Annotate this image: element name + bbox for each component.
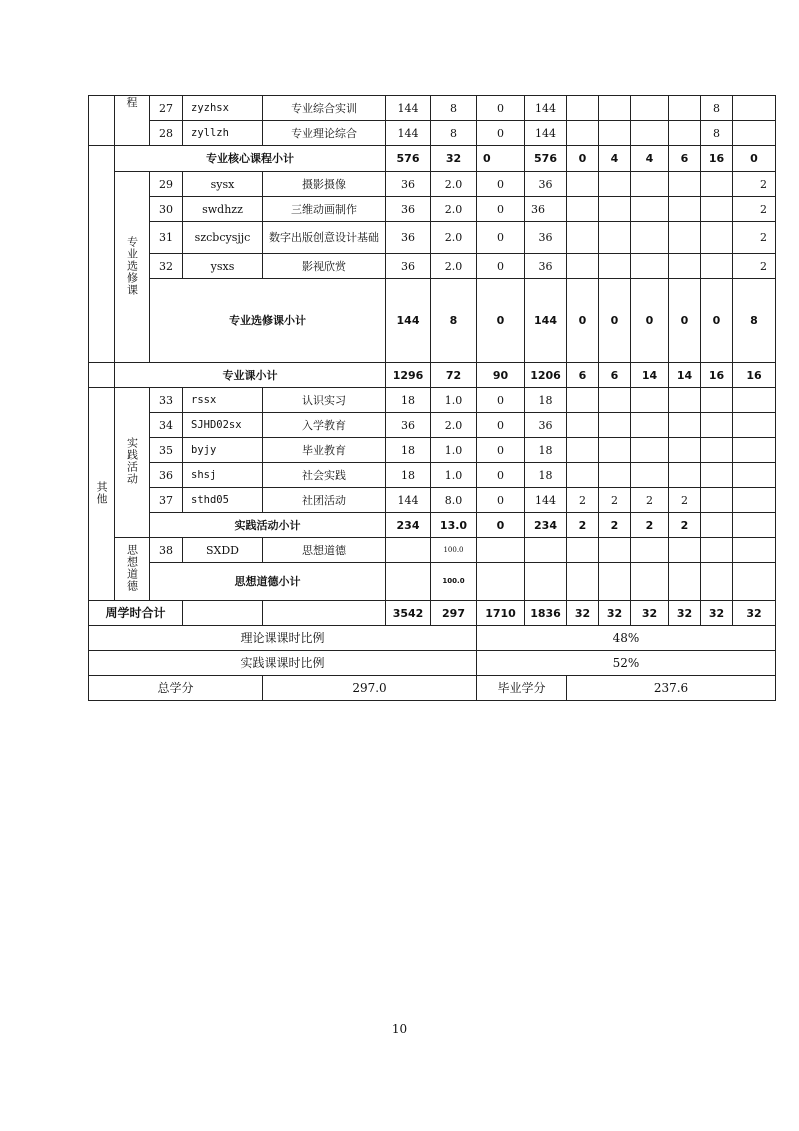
course-code: rssx (183, 388, 263, 413)
hours: 18 (386, 463, 431, 488)
other-group-label-cell (89, 388, 115, 601)
course-code: SXDD (183, 538, 263, 563)
course-name: 认识实习 (263, 388, 386, 413)
theory-hours: 1206 (525, 363, 567, 388)
course-code: byjy (183, 438, 263, 463)
course-name: 三维动画制作 (263, 197, 386, 222)
sem-6: 0 (733, 146, 776, 172)
hours: 144 (386, 488, 431, 513)
course-name: 思想道德 (263, 538, 386, 563)
credits: 2.0 (431, 413, 477, 438)
sem-4: 2 (669, 513, 701, 538)
moral-group-label: 思想道德 (125, 543, 139, 592)
credits: 100.0 (431, 538, 477, 563)
curriculum-table (88, 95, 776, 701)
table-row (89, 463, 776, 488)
sem-6: 32 (733, 601, 776, 626)
table-row (89, 172, 776, 197)
course-name: 入学教育 (263, 413, 386, 438)
table-row (89, 438, 776, 463)
course-name: 专业理论综合 (263, 121, 386, 146)
hours: 36 (386, 222, 431, 254)
subtotal-label: 专业核心课程小计 (115, 146, 386, 172)
sem-4: 0 (669, 279, 701, 363)
table-row (89, 254, 776, 279)
sem-2: 6 (599, 363, 631, 388)
subtotal-row (89, 363, 776, 388)
theory-hours: 18 (525, 388, 567, 413)
course-name: 社会实践 (263, 463, 386, 488)
ratio-row (89, 626, 776, 651)
practice-hours: 0 (477, 413, 525, 438)
practice-hours: 0 (477, 463, 525, 488)
subtotal-row (89, 513, 776, 538)
row-no: 30 (150, 197, 183, 222)
sem-3 (631, 121, 669, 146)
practice-hours: 0 (477, 96, 525, 121)
credits: 2.0 (431, 222, 477, 254)
row-no: 35 (150, 438, 183, 463)
sem-2: 2 (599, 513, 631, 538)
table-row (89, 96, 776, 121)
theory-hours: 18 (525, 463, 567, 488)
practice-group-label-cell (115, 388, 150, 538)
credits: 8.0 (431, 488, 477, 513)
practice-hours: 0 (477, 438, 525, 463)
hours: 144 (386, 121, 431, 146)
theory-hours: 18 (525, 438, 567, 463)
total-row (89, 601, 776, 626)
sem-2: 2 (599, 488, 631, 513)
ratio-row (89, 651, 776, 676)
table-row (89, 121, 776, 146)
table-row (89, 488, 776, 513)
sem-1: 6 (567, 363, 599, 388)
credits: 1.0 (431, 388, 477, 413)
theory-hours: 36 (525, 254, 567, 279)
sem-5: 16 (701, 146, 733, 172)
sem-4: 2 (669, 488, 701, 513)
sem-1: 2 (567, 513, 599, 538)
hours: 36 (386, 254, 431, 279)
practice-hours: 0 (477, 172, 525, 197)
credits: 1.0 (431, 438, 477, 463)
sem-2: 0 (599, 279, 631, 363)
credits: 8 (431, 121, 477, 146)
grad-credits-label: 毕业学分 (477, 676, 567, 701)
theory-hours: 1836 (525, 601, 567, 626)
sem-4 (669, 96, 701, 121)
credits: 1.0 (431, 463, 477, 488)
practice-hours: 90 (477, 363, 525, 388)
sem-1 (567, 121, 599, 146)
course-code: swdhzz (183, 197, 263, 222)
sem-5: 8 (701, 121, 733, 146)
theory-hours: 234 (525, 513, 567, 538)
course-code: szcbcysjjc (183, 222, 263, 254)
section-spine-cell (89, 96, 115, 146)
sem-6: 2 (733, 172, 776, 197)
sem-2: 4 (599, 146, 631, 172)
page-number: 10 (391, 1022, 408, 1036)
sem-6 (733, 96, 776, 121)
sem-3: 14 (631, 363, 669, 388)
elective-group-label: 专业选修课 (125, 235, 139, 296)
course-code: zyzhsx (183, 96, 263, 121)
total-credits-label: 总学分 (89, 676, 263, 701)
theory-hours: 36 (525, 172, 567, 197)
sem-6: 2 (733, 222, 776, 254)
hours: 576 (386, 146, 431, 172)
row-no: 28 (150, 121, 183, 146)
practice-hours: 1710 (477, 601, 525, 626)
credits: 13.0 (431, 513, 477, 538)
course-name: 专业综合实训 (263, 96, 386, 121)
course-code: sysx (183, 172, 263, 197)
hours: 3542 (386, 601, 431, 626)
credits: 2.0 (431, 172, 477, 197)
course-code: ysxs (183, 254, 263, 279)
grad-credits-value: 237.6 (567, 676, 776, 701)
ratio-value: 52% (477, 651, 776, 676)
sem-3: 0 (631, 279, 669, 363)
total-credits-value: 297.0 (263, 676, 477, 701)
sem-3: 32 (631, 601, 669, 626)
theory-hours: 144 (525, 121, 567, 146)
table-row (89, 538, 776, 563)
subtotal-row (89, 563, 776, 601)
sem-3 (631, 96, 669, 121)
sem-5: 8 (701, 96, 733, 121)
practice-hours: 0 (477, 254, 525, 279)
practice-hours: 0 (477, 222, 525, 254)
row-no: 36 (150, 463, 183, 488)
sem-6: 8 (733, 279, 776, 363)
practice-hours: 0 (477, 279, 525, 363)
row-no: 37 (150, 488, 183, 513)
sem-3: 2 (631, 513, 669, 538)
hours: 1296 (386, 363, 431, 388)
sem-2: 32 (599, 601, 631, 626)
hours: 36 (386, 172, 431, 197)
hours: 36 (386, 413, 431, 438)
practice-group-label: 实践活动 (125, 437, 139, 485)
practice-hours: 0 (477, 488, 525, 513)
row-no: 33 (150, 388, 183, 413)
sem-5: 16 (701, 363, 733, 388)
sem-6: 2 (733, 197, 776, 222)
table-row (89, 388, 776, 413)
sem-1 (567, 96, 599, 121)
sem-2 (599, 96, 631, 121)
course-code: shsj (183, 463, 263, 488)
group-label-tail: 程 (115, 96, 150, 146)
course-name: 影视欣赏 (263, 254, 386, 279)
hours: 36 (386, 197, 431, 222)
ratio-label: 理论课课时比例 (89, 626, 477, 651)
course-name: 社团活动 (263, 488, 386, 513)
other-group-label: 其他 (95, 480, 108, 505)
hours: 18 (386, 388, 431, 413)
sem-5: 32 (701, 601, 733, 626)
credits-summary-row (89, 676, 776, 701)
row-no: 38 (150, 538, 183, 563)
sem-3: 2 (631, 488, 669, 513)
subtotal-label: 专业选修课小计 (150, 279, 386, 363)
sem-1: 2 (567, 488, 599, 513)
practice-hours: 0 (477, 197, 525, 222)
row-no: 27 (150, 96, 183, 121)
course-code: SJHD02sx (183, 413, 263, 438)
hours: 144 (386, 279, 431, 363)
sem-6: 2 (733, 254, 776, 279)
course-name: 数字出版创意设计基础 (263, 222, 386, 254)
credits: 297 (431, 601, 477, 626)
practice-hours: 0 (477, 146, 525, 172)
hours: 18 (386, 438, 431, 463)
subtotal-label: 实践活动小计 (150, 513, 386, 538)
moral-group-label-cell (115, 538, 150, 601)
course-code: zyllzh (183, 121, 263, 146)
row-no: 34 (150, 413, 183, 438)
practice-hours: 0 (477, 388, 525, 413)
table-row (89, 222, 776, 254)
theory-hours: 36 (525, 222, 567, 254)
sem-1: 0 (567, 146, 599, 172)
credits: 72 (431, 363, 477, 388)
sem-3: 4 (631, 146, 669, 172)
table-row (89, 197, 776, 222)
row-no: 32 (150, 254, 183, 279)
subtotal-label: 专业课小计 (115, 363, 386, 388)
credits: 2.0 (431, 197, 477, 222)
theory-hours: 144 (525, 488, 567, 513)
credits: 8 (431, 96, 477, 121)
theory-hours: 576 (525, 146, 567, 172)
theory-hours: 36 (525, 197, 567, 222)
sem-4: 14 (669, 363, 701, 388)
table-row (89, 413, 776, 438)
total-label: 周学时合计 (89, 601, 183, 626)
theory-hours: 144 (525, 279, 567, 363)
hours: 234 (386, 513, 431, 538)
elective-group-label-cell (115, 172, 150, 363)
credits: 100.0 (431, 563, 477, 601)
course-name: 毕业教育 (263, 438, 386, 463)
sem-6 (733, 121, 776, 146)
section-spine-cell (89, 146, 115, 363)
ratio-label: 实践课课时比例 (89, 651, 477, 676)
course-name: 摄影摄像 (263, 172, 386, 197)
sem-1: 32 (567, 601, 599, 626)
subtotal-label: 思想道德小计 (150, 563, 386, 601)
practice-hours: 0 (477, 121, 525, 146)
subtotal-row (89, 146, 776, 172)
row-no: 29 (150, 172, 183, 197)
credits: 2.0 (431, 254, 477, 279)
sem-4: 6 (669, 146, 701, 172)
subtotal-row (89, 279, 776, 363)
sem-2 (599, 121, 631, 146)
credits: 8 (431, 279, 477, 363)
sem-5: 0 (701, 279, 733, 363)
course-code: sthd05 (183, 488, 263, 513)
sem-1: 0 (567, 279, 599, 363)
theory-hours: 144 (525, 96, 567, 121)
hours: 144 (386, 96, 431, 121)
sem-4 (669, 121, 701, 146)
sem-6: 16 (733, 363, 776, 388)
ratio-value: 48% (477, 626, 776, 651)
theory-hours: 36 (525, 413, 567, 438)
practice-hours: 0 (477, 513, 525, 538)
sem-4: 32 (669, 601, 701, 626)
row-no: 31 (150, 222, 183, 254)
credits: 32 (431, 146, 477, 172)
